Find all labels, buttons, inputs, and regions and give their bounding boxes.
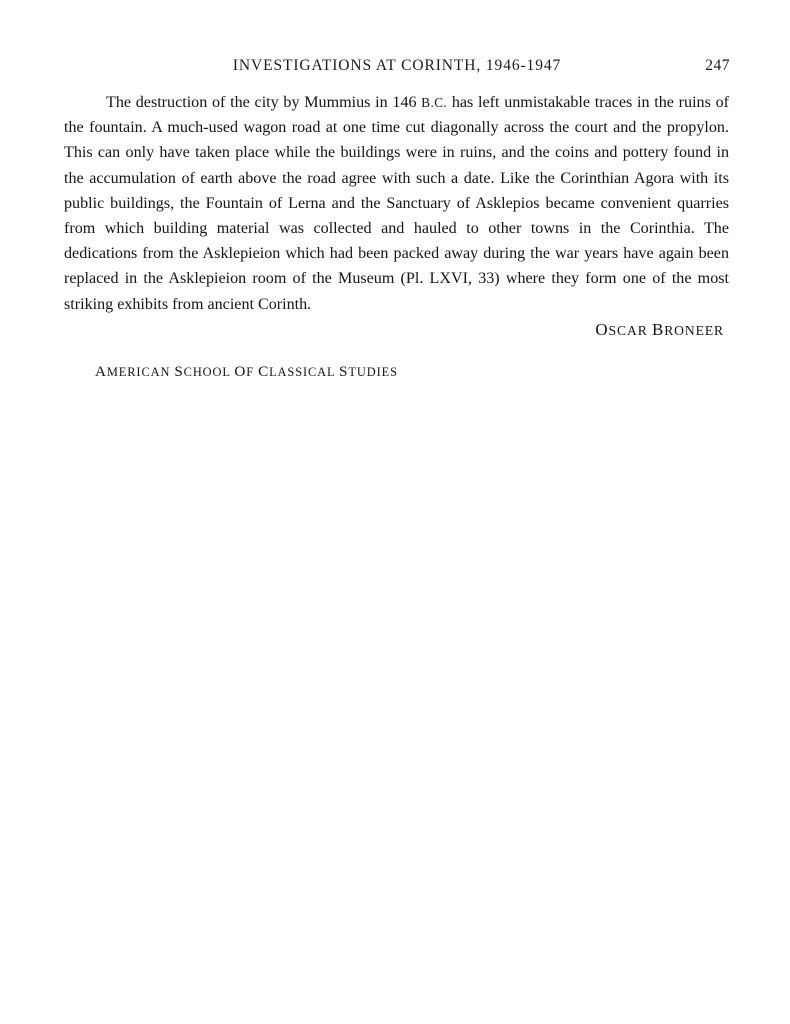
paragraph xyxy=(64,90,729,317)
affiliation-initial-s2: S xyxy=(339,363,349,380)
affiliation-initial-a: A xyxy=(95,363,107,380)
author-affiliation xyxy=(95,363,398,381)
paragraph-text-after-bc: has left unmistakable traces in the ruins of the fountain. A much-used wagon road at one time cut diagonally across the court and the propylon. This can only have taken place while the buildings were in ruins, and the coins and pottery found in the accumulation of earth above the road agree with such a date. Like the Corinthian Agora with its public buildings, the Fountain of Lerna and the Sanctuary of Asklepios became convenient quarries from which building material was collected and hauled to other towns in the Corinthia. The dedications from the Asklepieion which had been packed away during the war years have again been replaced in the Asklepieion room of the Museum (Pl. LXVI, 33) where they form one of the most striking exhibits from ancient Corinth. xyxy=(64,94,729,313)
author-name xyxy=(595,320,724,340)
affiliation-initial-o: O xyxy=(234,363,247,380)
affiliation-lassical: LASSICAL xyxy=(269,365,340,379)
running-head-title: INVESTIGATIONS AT CORINTH, 1946-1947 xyxy=(232,57,562,74)
author-initial-o: O xyxy=(595,320,609,339)
body-text-block xyxy=(64,90,729,317)
author-name-scar: SCAR xyxy=(608,323,652,338)
affiliation-initial-c: C xyxy=(258,363,270,380)
running-head xyxy=(64,57,730,79)
affiliation-f: F xyxy=(246,365,259,379)
author-initial-b: B xyxy=(651,320,665,339)
affiliation-tudies: TUDIES xyxy=(348,365,398,379)
affiliation-merican: MERICAN xyxy=(106,365,175,379)
paragraph-text-before-bc: The destruction of the city by Mummius in 146 xyxy=(106,94,422,111)
page-number: 247 xyxy=(705,57,730,74)
affiliation-chool: CHOOL xyxy=(183,365,235,379)
era-abbreviation: B.C. xyxy=(421,95,448,110)
signature-block xyxy=(64,320,729,380)
author-name-roneer: RONEER xyxy=(664,323,724,338)
affiliation-initial-s1: S xyxy=(174,363,184,380)
